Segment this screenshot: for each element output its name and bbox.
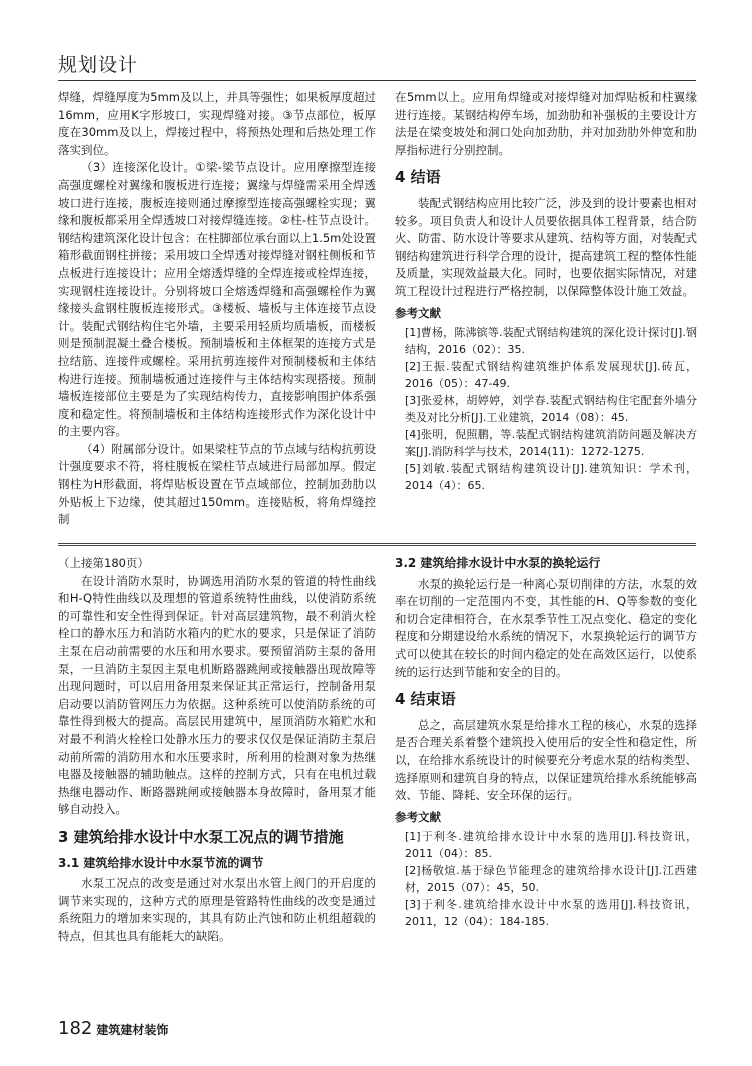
- column-top-right: [395, 89, 697, 494]
- page-footer: [58, 1018, 168, 1039]
- section-header: 规划设计: [58, 54, 139, 76]
- paragraph: 在设计消防水泵时，协调选用消防水泵的管道的特性曲线和H-Q特性曲线以及理想的管道系统特性曲线，以使消防系统的可靠性和安全性得到保证。针对高层建筑物，最不利消火栓栓口的静水压力和消防水箱内的贮水的要求，只是保证了消防主泵在启动前需要的水压和用水要求。要预留消防主泵的备用泵，一旦消防主泵因主泵电机断路器跳闸或接触器出现故障等出现问题时，可以启用备用泵来保证其正常运行，控制备用泵启动要以消防管网压力为依据。这种系统可以使消防系统的可靠性得到极大的提高。高层民用建筑中，屋顶消防水箱贮水和对最不利消火栓栓口处静水压力的要求仅仅是保证消防主泵启动前所需的消防用水和水压要求时，所利用的检测对象为热继电器及接触器的辅助触点。这样的控制方式，只有在电机过载热继电器动作、断路器跳闸或接触器本身故障时，备用泵才能够自动投入。: [58, 573, 376, 817]
- section-heading: 3 建筑给排水设计中水泵工况点的调节措施: [58, 827, 344, 846]
- column-bottom-right: [395, 555, 697, 930]
- header-rule: [58, 80, 696, 81]
- reference-item: [3]张爱林，胡婷婷，刘学春.装配式钢结构住宅配套外墙分类及对比分析[J].工业建筑，2014（08）：45.: [405, 394, 697, 425]
- subsection-heading: 3.1 建筑给排水设计中水泵节流的调节: [58, 855, 264, 870]
- journal-name: 建筑建材装饰: [96, 1023, 169, 1037]
- paragraph: （3）连接深化设计。①梁-梁节点设计。应用摩擦型连接高强度螺栓对翼缘和腹板进行连接；翼缘与焊缝需采用全焊透坡口进行连接，腹板连接则通过摩擦型连接高强螺栓实现；翼缘和腹板都采用全焊透坡口对接焊缝连接。②柱-柱节点设计。钢结构建筑深化设计包含：在柱脚部位承台面以上1.5m处设置箱形截面钢柱拼接；采用坡口全焊透对接焊缝对钢柱侧板和节点板进行连接设计；应用全熔透焊缝的全焊连接或栓焊连接，实现钢柱连接设计。分别将坡口全熔透焊缝和高强螺栓作为翼缘接头盒钢柱腹板连接形式。③楼板、墙板与主体连接节点设计。装配式钢结构住宅外墙，主要采用轻质均质墙板，而楼板则是预制混凝土叠合楼板。预制墙板和主体框架的连接方式是拉结筋、连接件或螺栓。采用抗剪连接件对预制楼板和主体结构进行连接。预制墙板通过连接件与主体结构实现搭接。预制墙板连接部位主要是为了实现结构传力，直接影响围护体系强度和稳定性。将预制墙板和主体结构连接形式作为深化设计中的主要内容。: [58, 160, 376, 439]
- column-bottom-left: [58, 555, 376, 945]
- reference-item: [2]杨敬煊.基于绿色节能理念的建筑给排水设计[J].江西建材，2015（07）：45，50.: [405, 864, 697, 895]
- reference-item: [4]张明，倪照鹏，等.装配式钢结构建筑消防问题及解决方案[J].消防科学与技术，2014(11)：1272-1275.: [405, 428, 697, 459]
- paragraph: 总之，高层建筑水泵是给排水工程的核心，水泵的选择是否合理关系着整个建筑投入使用后的安全性和稳定性，所以，在给排水系统设计的时候要充分考虑水泵的结构类型、选择原则和建筑自身的特点，以保证建筑给排水系统能够高效、节能、降耗、安全环保的运行。: [395, 717, 697, 803]
- reference-item: [5]刘敏.装配式钢结构建筑设计[J].建筑知识：学术刊，2014（4）：65.: [405, 462, 697, 493]
- page-number: 182: [58, 1018, 93, 1039]
- continuation-note: （上接第180页）: [58, 556, 149, 570]
- section-heading-closing: 4 结束语: [395, 690, 456, 709]
- paragraph: 水泵的换轮运行是一种离心泵切削律的方法，水泵的效率在切削的一定范围内不变，其性能的H、Q等参数的变化和切合定律相符合，在水泵季节性工况点变化、稳定的变化程度和分期建设给水系统的情况下，水泵换轮运行的调节方式可以使其在较长的时间内稳定的处在高效区运行，以使系统的运行达到节能和安全的目的。: [395, 576, 697, 679]
- paragraph: 装配式钢结构应用比较广泛，涉及到的设计要素也相对较多。项目负责人和设计人员要依据具体工程背景，结合防火、防雷、防水设计等要求从建筑、结构等方面，对装配式钢结构建筑进行科学合理的设计，提高建筑工程的整体性能及质量，实现效益最大化。同时，也要依据实际情况，对建筑工程设计过程进行严格控制，以保障整体设计施工效益。: [395, 195, 697, 298]
- paragraph: 水泵工况点的改变是通过对水泵出水管上阀门的开启度的调节来实现的，这种方式的原理是管路特性曲线的改变是通过系统阻力的增加来实现的，其具有防止汽蚀和防止机组超载的特点，但其也具有能耗大的缺陷。: [58, 876, 376, 943]
- reference-item: [3]于利冬.建筑给排水设计中水泵的选用[J].科技资讯，2011，12（04）：184-185.: [405, 898, 697, 929]
- paragraph: 焊缝，焊缝厚度为5mm及以上，并具等强性；如果板厚度超过16mm，应用K字形坡口，实现焊缝对接。③节点部位，板厚度在30mm及以上，焊接过程中，将预热处理和后热处理工作落实到位。: [58, 90, 376, 157]
- references-title: 参考文献: [395, 305, 441, 320]
- references-title: 参考文献: [395, 809, 441, 824]
- column-top-left: [58, 89, 376, 529]
- subsection-heading: 3.2 建筑给排水设计中水泵的换轮运行: [395, 556, 601, 570]
- reference-item: [2]王振.装配式钢结构建筑维护体系发展现状[J].砖瓦，2016（05）：47-49.: [405, 360, 697, 391]
- paragraph: （4）附属部分设计。如果梁柱节点的节点域与结构抗剪设计强度要求不符，将柱腹板在梁柱节点域进行局部加厚。假定钢柱为H形截面，将焊贴板设置在节点域部位，控制加劲肋以外贴板上下边缘，使其超过150mm。连接贴板，将角焊缝控制: [58, 441, 376, 527]
- reference-item: [1]曹杨，陈沸镔等.装配式钢结构建筑的深化设计探讨[J].钢结构，2016（02）：35.: [405, 326, 697, 357]
- paragraph: 在5mm以上。应用角焊缝或对接焊缝对加焊贴板和柱翼缘进行连接。某钢结构停车场，加劲肋和补强板的主要设计方法是在梁变坡处和洞口处向加劲肋，并对加劲肋外伸宽和肋厚指标进行分别控制。: [395, 90, 697, 157]
- section-heading-conclusion: 4 结语: [395, 168, 441, 187]
- reference-item: [1]于利冬.建筑给排水设计中水泵的选用[J].科技资讯，2011（04）：85.: [405, 830, 697, 861]
- article-divider: [58, 543, 696, 546]
